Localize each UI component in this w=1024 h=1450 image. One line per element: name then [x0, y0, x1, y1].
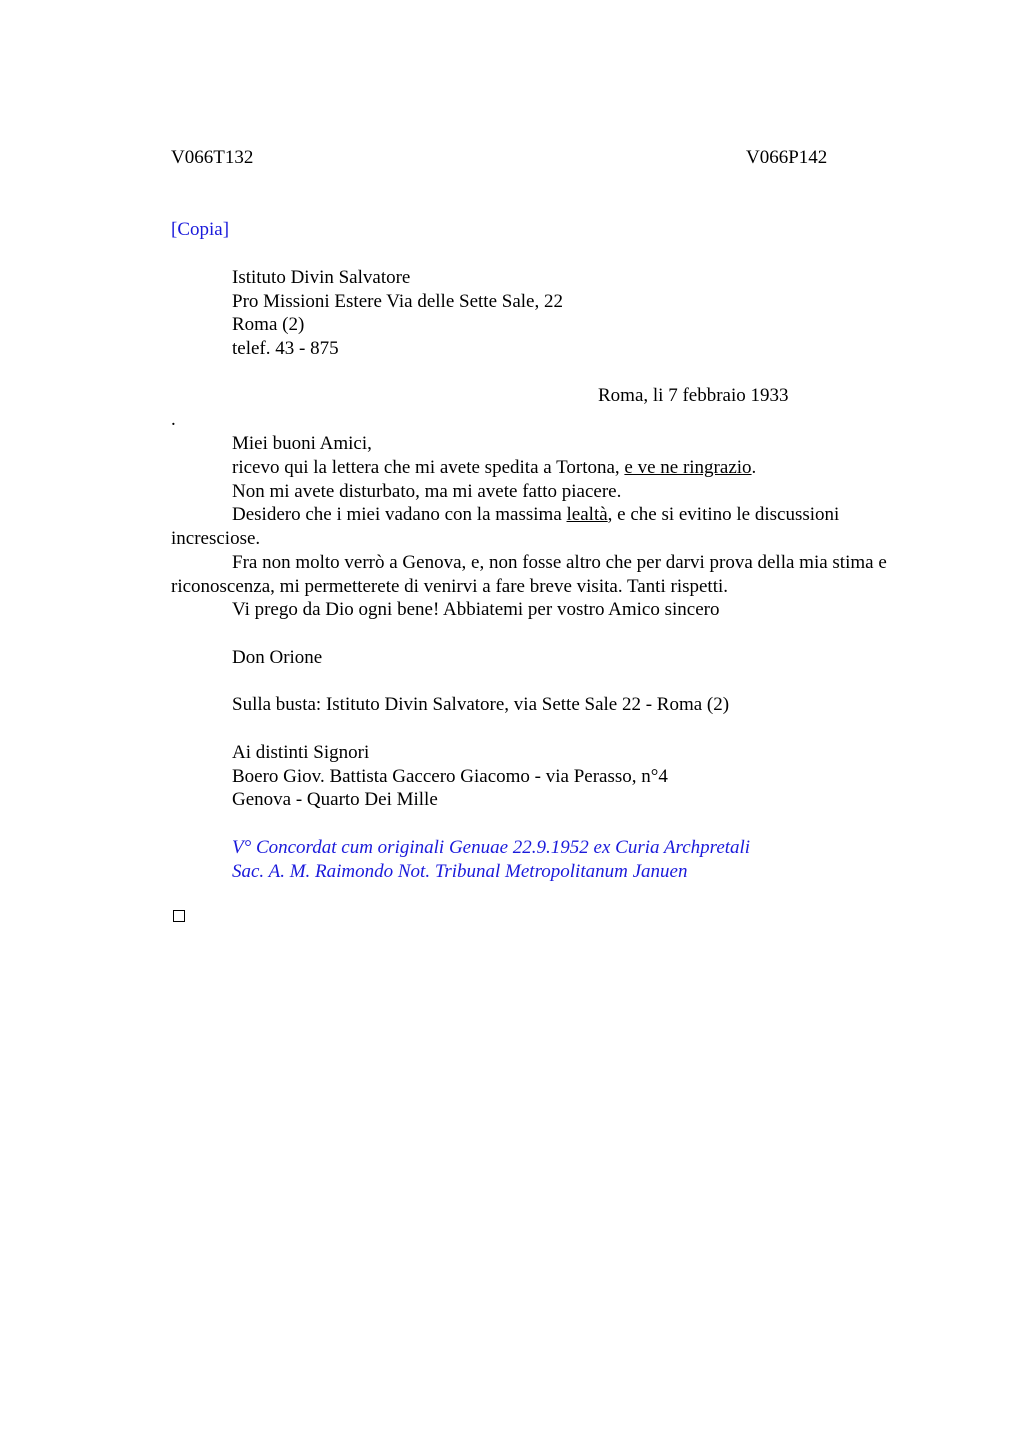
- notary-line-1: V° Concordat cum originali Genuae 22.9.1952 ex Curia Archpretali: [232, 837, 751, 858]
- addressee-line-1: Ai distinti Signori: [232, 742, 370, 763]
- paragraph-2: Non mi avete disturbato, ma mi avete fatto piacere.: [232, 481, 622, 502]
- paragraph-3: [171, 503, 893, 550]
- right-reference-code: V066P142: [746, 147, 828, 168]
- stray-dot: .: [171, 409, 176, 430]
- copy-label: [Copia]: [171, 219, 230, 240]
- place-date: Roma, li 7 febbraio 1933: [598, 385, 789, 406]
- paragraph-3-underlined: lealtà: [566, 504, 608, 525]
- paragraph-5: Vi prego da Dio ogni bene! Abbiatemi per vostro Amico sincero: [232, 599, 720, 620]
- checkbox-symbol: [173, 910, 185, 922]
- left-reference-code: V066T132: [171, 147, 254, 168]
- signature: Don Orione: [232, 647, 323, 668]
- letterhead-line-1: Istituto Divin Salvatore: [232, 267, 411, 288]
- addressee-line-3: Genova - Quarto Dei Mille: [232, 789, 438, 810]
- paragraph-1-end: .: [751, 457, 757, 478]
- paragraph-3-end: , e che si evitino le discussioni incresciose.: [171, 504, 840, 549]
- addressee-line-2: Boero Giov. Battista Gaccero Giacomo - via Perasso, n°4: [232, 766, 668, 787]
- paragraph-1-underlined: e ve ne ringrazio: [624, 457, 752, 478]
- paragraph-3-text: Desidero che i miei vadano con la massima: [232, 504, 567, 525]
- letterhead-line-4: telef. 43 - 875: [232, 338, 339, 359]
- letterhead-line-3: Roma (2): [232, 314, 305, 335]
- paragraph-1: [232, 456, 756, 480]
- notary-line-2: Sac. A. M. Raimondo Not. Tribunal Metropolitanum Januen: [232, 861, 688, 882]
- paragraph-4: Fra non molto verrò a Genova, e, non fosse altro che per darvi prova della mia stima e riconoscenza, mi permetterete di venirvi a fare breve visita. Tanti rispetti.: [171, 552, 887, 597]
- salutation: Miei buoni Amici,: [232, 433, 372, 454]
- paragraph-1-text: ricevo qui la lettera che mi avete spedita a Tortona,: [232, 457, 625, 478]
- letterhead-line-2: Pro Missioni Estere Via delle Sette Sale, 22: [232, 291, 563, 312]
- envelope-note: Sulla busta: Istituto Divin Salvatore, via Sette Sale 22 - Roma (2): [232, 694, 730, 715]
